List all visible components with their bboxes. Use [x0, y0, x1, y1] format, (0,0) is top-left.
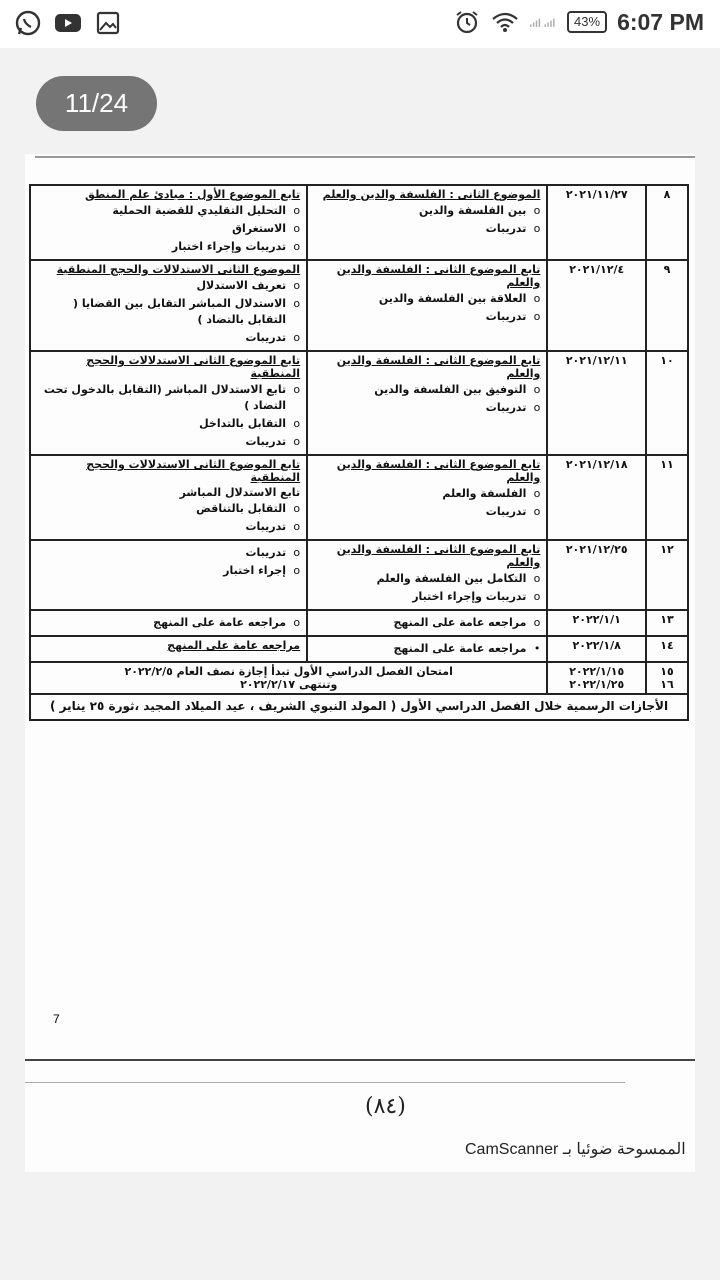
holidays-row [30, 694, 688, 720]
exam-line: امتحان الفصل الدراسي الأول تبدأ إجازة نصف العام ٢٠٢٢/٢/٥ [124, 665, 453, 678]
topic-cell-secondary [30, 351, 307, 455]
topic-heading: تابع الموضوع الثانى الاستدلالات والحجج المنطقية [86, 354, 301, 380]
table-row [30, 455, 688, 540]
topic-point: • مراجعه عامة على المنهج [314, 641, 526, 657]
topic-points [37, 545, 300, 579]
topic-point: o تدريبات [37, 519, 286, 535]
topic-cell-primary [307, 185, 547, 260]
topic-heading: تابع الموضوع الثانى : الفلسفة والدين والعلم [336, 263, 541, 289]
topic-cell-secondary [30, 185, 307, 260]
topic-point: o الفلسفة والعلم [314, 486, 526, 502]
row-date: ٢٠٢١/١١/٢٧ [547, 185, 646, 260]
holidays-note: الأجازات الرسمية خلال الفصل الدراسي الأول ( المولد النبوي الشريف ، عيد الميلاد المجيد ،ثورة ٢٥ يناير ) [30, 694, 688, 720]
row-number: ١٠ [646, 351, 688, 455]
topic-point: o تدريبات [314, 504, 526, 520]
table-row [30, 540, 688, 610]
topic-point: o تدريبات [314, 221, 526, 237]
exam-row [30, 662, 688, 694]
wifi-icon [491, 8, 519, 36]
topic-point: o مراجعه عامة على المنهج [37, 615, 286, 631]
topic-points [37, 278, 300, 346]
exam-info [30, 662, 547, 694]
topic-points [314, 641, 540, 657]
row-number: ١١ [646, 455, 688, 540]
row-date [547, 662, 646, 694]
topic-point: o إجراء اختبار [37, 563, 286, 579]
topic-heading: تابع الموضوع الثانى : الفلسفة والدين والعلم [336, 543, 541, 569]
gallery-icon [94, 9, 122, 37]
table-row [30, 185, 688, 260]
topic-point: o التقابل بالتناقض [37, 501, 286, 517]
divider [25, 1082, 625, 1083]
topic-point: o تدريبات وإجراء اختبار [37, 239, 286, 255]
topic-cell-secondary [30, 636, 307, 662]
schedule-table [29, 184, 689, 721]
topic-cell-primary [307, 351, 547, 455]
topic-point: o الاستغراق [37, 221, 286, 237]
table-row [30, 351, 688, 455]
topic-point: o تدريبات [314, 309, 526, 325]
topic-points [314, 615, 540, 631]
row-number-a: ١٥ [660, 665, 674, 678]
row-date-b: ٢٠٢٢/١/٢٥ [569, 678, 625, 691]
topic-heading: الموضوع الثانى : الفلسفة والدين والعلم [322, 188, 541, 201]
topic-points [314, 382, 540, 416]
topic-heading: تابع الموضوع الثانى الاستدلالات والحجج المنطقية [86, 458, 301, 484]
row-number: ١٣ [646, 610, 688, 636]
topic-point: o تعريف الاستدلال [37, 278, 286, 294]
topic-point: o مراجعه عامة على المنهج [314, 615, 526, 631]
youtube-icon [54, 9, 82, 37]
topic-point: o التقابل بالتداخل [37, 416, 286, 432]
row-date-a: ٢٠٢٢/١/١٥ [569, 665, 625, 678]
topic-points [314, 486, 540, 520]
scanner-watermark: CamScanner الممسوحة ضوئيا بـ [465, 1141, 686, 1158]
topic-heading: تابع الموضوع الثانى : الفلسفة والدين والعلم [336, 354, 541, 380]
signal-icon [529, 8, 557, 36]
topic-point: o تدريبات [314, 400, 526, 416]
page-indicator: 11/24 [36, 76, 157, 131]
alarm-icon [453, 8, 481, 36]
topic-points [314, 571, 540, 605]
topic-point: o تدريبات [37, 434, 286, 450]
table-row [30, 610, 688, 636]
topic-point: o التكامل بين الفلسفة والعلم [314, 571, 526, 587]
topic-point: o التحليل التقليدي للقضية الحملية [37, 203, 286, 219]
row-date: ٢٠٢٢/١/٨ [547, 636, 646, 662]
row-number: ١٤ [646, 636, 688, 662]
topic-point: o بين الفلسفة والدين [314, 203, 526, 219]
divider [25, 1059, 695, 1061]
topic-points [37, 615, 300, 631]
battery-indicator: 43% [567, 11, 607, 33]
topic-cell-secondary [30, 455, 307, 540]
table-row [30, 260, 688, 351]
page-top-line [35, 156, 695, 158]
topic-points [314, 291, 540, 325]
document-page[interactable] [25, 154, 695, 1172]
row-date: ٢٠٢١/١٢/٤ [547, 260, 646, 351]
topic-points [37, 203, 300, 255]
topic-cell-primary [307, 540, 547, 610]
topic-cell-secondary [30, 540, 307, 610]
topic-point: o تدريبات وإجراء اختبار [314, 589, 526, 605]
topic-points [37, 382, 300, 450]
folio-number: (٨٤) [365, 1094, 406, 1119]
row-date: ٢٠٢١/١٢/١٨ [547, 455, 646, 540]
schedule-area [29, 184, 691, 814]
row-number [646, 662, 688, 694]
topic-point: o تدريبات [37, 330, 286, 346]
topic-point: o تدريبات [37, 545, 286, 561]
topic-cell-primary [307, 455, 547, 540]
topic-subheading: تابع الاستدلال المباشر [179, 486, 301, 499]
topic-heading: تابع الموضوع الأول : مبادئ علم المنطق [85, 188, 301, 201]
row-date: ٢٠٢١/١٢/١١ [547, 351, 646, 455]
topic-heading: تابع الموضوع الثانى : الفلسفة والدين والعلم [336, 458, 541, 484]
row-date: ٢٠٢١/١٢/٢٥ [547, 540, 646, 610]
topic-cell-primary [307, 636, 547, 662]
topic-heading: مراجعه عامة على المنهج [167, 639, 301, 652]
row-number-b: ١٦ [660, 678, 674, 691]
row-number: ٨ [646, 185, 688, 260]
topic-cell-secondary [30, 610, 307, 636]
clock: 6:07 PM [617, 8, 704, 35]
topic-cell-secondary [30, 260, 307, 351]
topic-points [37, 501, 300, 535]
page-number-small: 7 [53, 1012, 60, 1026]
exam-line: وتنتهى ٢٠٢٢/٢/١٧ [240, 678, 338, 691]
topic-point: o الاستدلال المباشر التقابل بين القضايا ( التقابل بالتضاد ) [37, 296, 286, 328]
topic-point: o التوفيق بين الفلسفة والدين [314, 382, 526, 398]
topic-heading: الموضوع الثانى الاستدلالات والحجج المنطقية [56, 263, 301, 276]
status-bar [0, 0, 720, 48]
topic-cell-primary [307, 260, 547, 351]
topic-point: o تابع الاستدلال المباشر (التقابل بالدخول تحت التضاد ) [37, 382, 286, 414]
topic-points [314, 203, 540, 237]
row-number: ٩ [646, 260, 688, 351]
whatsapp-icon [14, 9, 42, 37]
row-date: ٢٠٢٢/١/١ [547, 610, 646, 636]
topic-point: o العلاقة بين الفلسفة والدين [314, 291, 526, 307]
topic-cell-primary [307, 610, 547, 636]
row-number: ١٢ [646, 540, 688, 610]
table-row [30, 636, 688, 662]
